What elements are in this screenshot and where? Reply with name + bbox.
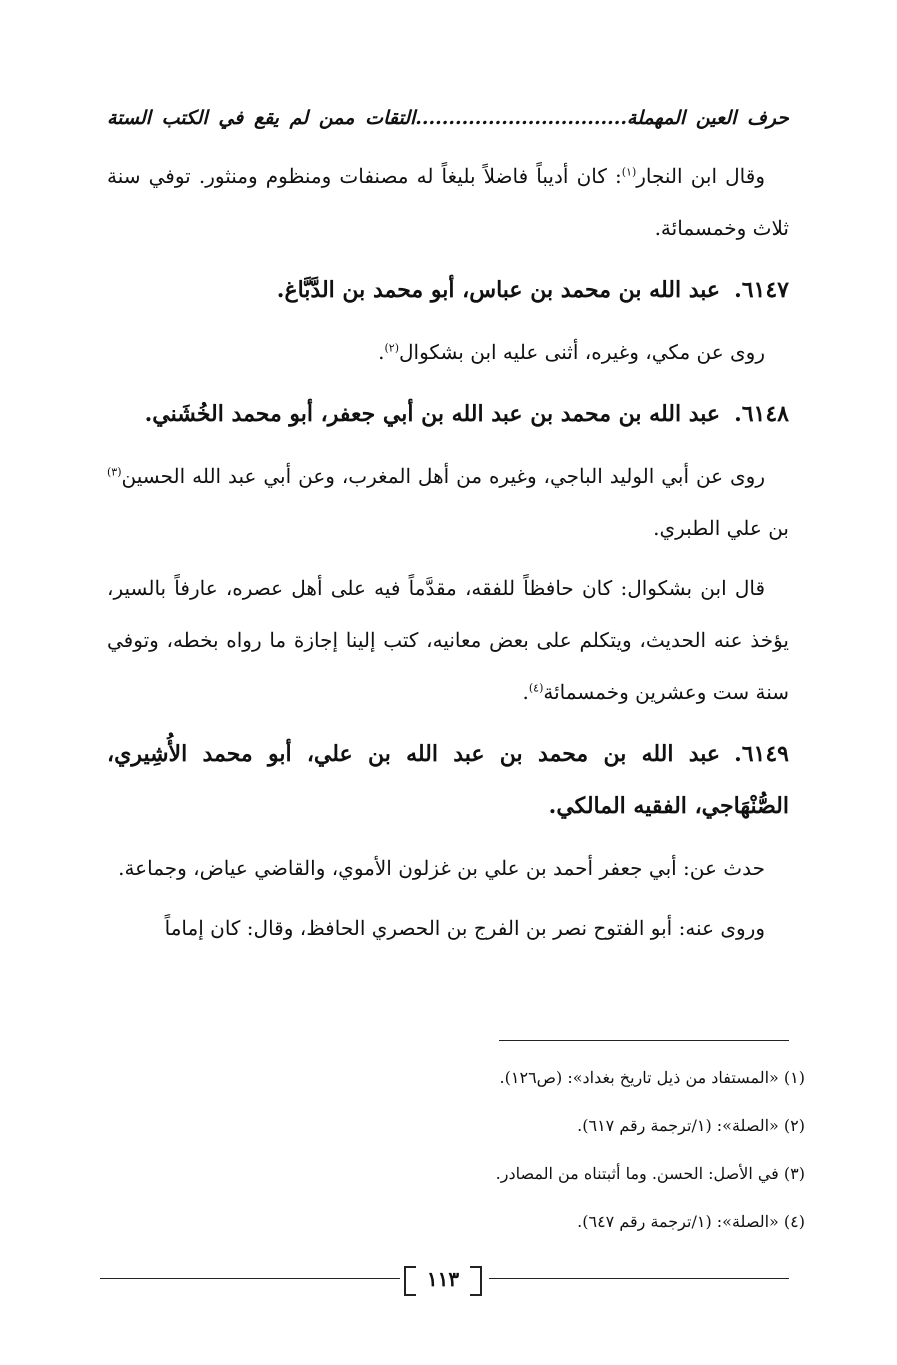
footnote-marker[interactable]: (١) (621, 165, 637, 179)
paragraph: وروى عنه: أبو الفتوح نصر بن الفرج بن الحصري الحافظ، وقال: كان إماماً (164, 916, 765, 940)
page-number (400, 1262, 486, 1296)
biography-entry-heading (107, 728, 789, 832)
bottom-rule-left (100, 1278, 400, 1279)
entry-title: عبد الله بن محمد بن عبد الله بن أبي جعفر، أبو محمد الخُشَني. (144, 401, 721, 427)
paragraph: حدث عن: أبي جعفر أحمد بن علي بن غزلون الأموي، والقاضي عياض، وجماعة. (118, 856, 765, 880)
paragraph: قال ابن بشكوال: كان حافظاً للفقه، مقدَّماً فيه على أهل عصره، عارفاً بالسير، يؤخذ عنه الحديث، ويتكلم على بعض معانيه، كتب إلينا إجازة ما رواه بخطه، وتوفي سنة ست وعشرين وخمسمائة$^{(٤)}$. (107, 576, 789, 704)
page-number-bracket-left (404, 1266, 416, 1296)
footnote-marker[interactable]: (٤) (528, 681, 544, 695)
biography-entry-heading (107, 264, 789, 316)
page-number-text: ١١٣ (426, 1267, 460, 1291)
footnotes (105, 1054, 805, 1246)
running-header: حرف العين المهملة................................التقات ممن لم يقع في الكتب الستة (107, 107, 789, 129)
paragraph: روى عن أبي الوليد الباجي، وغيره من أهل المغرب، وعن أبي عبد الله الحسين$^{(٣)}$ بن علي الطبري. (107, 464, 789, 540)
biography-entry-heading (107, 388, 789, 440)
entry-number: ٦١٤٧. (734, 277, 789, 303)
paragraph: روى عن مكي، وغيره، أثنى عليه ابن بشكوال$^{(٢)}$. (378, 340, 765, 364)
entry-title: عبد الله بن محمد بن عبد الله بن علي، أبو محمد الأُشِيري، الصُّنْهَاجي، الفقيه المالكي. (107, 741, 789, 819)
bottom-rule-right (489, 1278, 789, 1279)
footnote-marker[interactable]: (٣) (107, 465, 122, 479)
paragraph: وقال ابن النجار$^{(١)}$: كان أديباً فاضلاً بليغاً له مصنفات ومنظوم ومنثور. توفي سنة ثلاث وخمسمائة. (107, 164, 789, 240)
body-text (107, 150, 789, 954)
footnote: (٤) «الصلة»: (١/ترجمة رقم ٦٤٧). (577, 1212, 805, 1231)
entry-title: عبد الله بن محمد بن عباس، أبو محمد بن الدَّبَّاغ. (276, 277, 721, 303)
footnote: (٢) «الصلة»: (١/ترجمة رقم ٦١٧). (577, 1116, 805, 1135)
entry-number: ٦١٤٨. (734, 401, 789, 427)
footnote: (١) «المستفاد من ذيل تاريخ بغداد»: (ص١٢٦). (499, 1068, 805, 1087)
footnote-separator (499, 1040, 789, 1041)
footnote: (٣) في الأصل: الحسن. وما أثبتناه من المصادر. (495, 1164, 805, 1183)
entry-number: ٦١٤٩. (734, 741, 789, 767)
page-number-bracket-right (470, 1266, 482, 1296)
footnote-marker[interactable]: (٢) (384, 341, 399, 355)
